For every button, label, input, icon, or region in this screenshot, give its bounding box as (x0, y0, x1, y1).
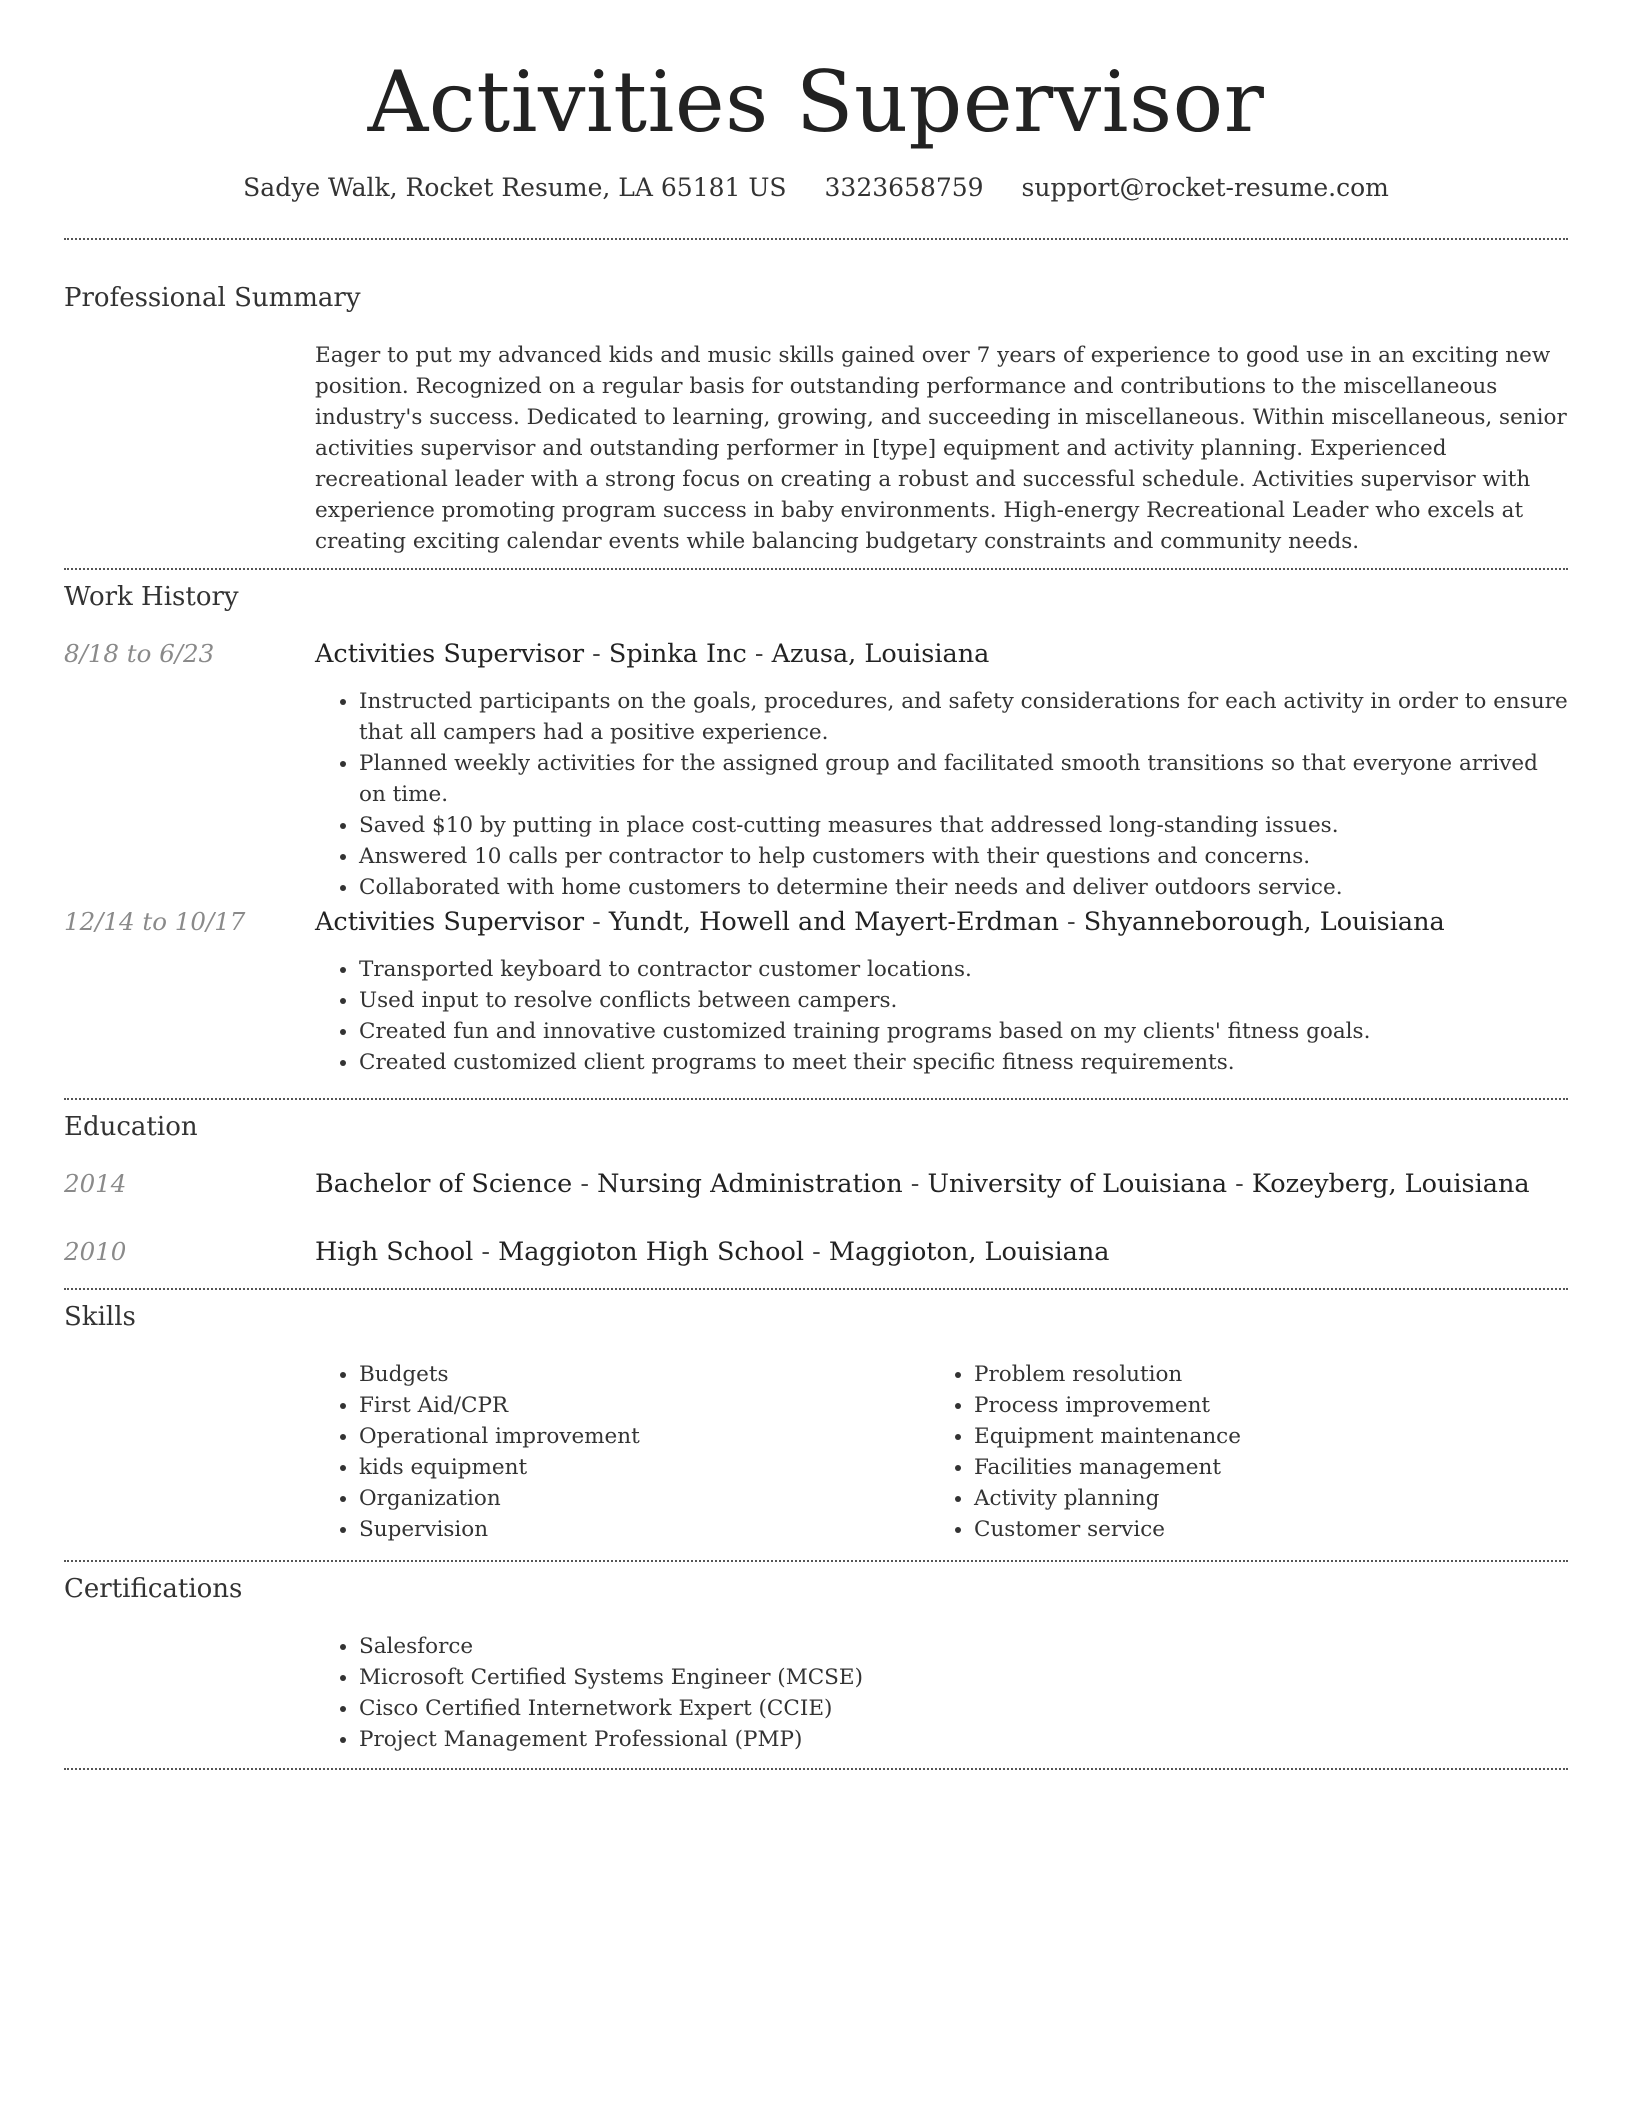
section-title-skills: Skills (64, 1302, 136, 1332)
divider (64, 238, 1568, 240)
divider (64, 1288, 1568, 1290)
skill-item: • kids equipment (359, 1452, 919, 1483)
job-bullet: • Collaborated with home customers to determine their needs and deliver outdoors service. (359, 872, 1571, 903)
job-dates: 12/14 to 10/17 (64, 907, 246, 936)
skill-item: • Problem resolution (974, 1359, 1574, 1390)
skill-item: • Organization (359, 1483, 919, 1514)
contact-phone: 3323658759 (824, 173, 984, 202)
certification-item: • Salesforce (359, 1631, 1571, 1662)
skill-item: • Facilities management (974, 1452, 1574, 1483)
job-bullet: • Created customized client programs to meet their specific fitness requirements. (359, 1047, 1571, 1078)
divider (64, 568, 1568, 570)
skill-item: • Supervision (359, 1514, 919, 1545)
education-year: 2014 (64, 1169, 127, 1198)
skill-item: • Customer service (974, 1514, 1574, 1545)
skill-item: • Equipment maintenance (974, 1421, 1574, 1452)
skill-item: • Operational improvement (359, 1421, 919, 1452)
skill-item: • Budgets (359, 1359, 919, 1390)
education-year: 2010 (64, 1237, 127, 1266)
job-bullets (315, 686, 1571, 903)
divider (64, 1768, 1568, 1770)
skill-item: • Process improvement (974, 1390, 1574, 1421)
education-heading: High School - Maggioton High School - Maggioton, Louisiana (315, 1237, 1110, 1267)
certification-item: • Cisco Certified Internetwork Expert (CCIE) (359, 1693, 1571, 1724)
section-title-summary: Professional Summary (64, 283, 361, 313)
certification-item: • Microsoft Certified Systems Engineer (MCSE) (359, 1662, 1571, 1693)
contact-address: Sadye Walk, Rocket Resume, LA 65181 US (243, 173, 787, 202)
divider (64, 1560, 1568, 1562)
skills-list-right (930, 1359, 1574, 1545)
job-location: Azusa, Louisiana (771, 639, 990, 669)
education-location: Maggioton, Louisiana (828, 1237, 1110, 1267)
skill-item: • First Aid/CPR (359, 1390, 919, 1421)
job-bullet: • Created fun and innovative customized training programs based on my clients' fitness goals. (359, 1016, 1571, 1047)
job-role: Activities Supervisor (315, 907, 585, 937)
job-company: Spinka Inc (608, 639, 747, 669)
contact-email[interactable]: support@rocket-resume.com (1021, 173, 1389, 202)
section-title-work: Work History (64, 582, 239, 612)
education-heading: Bachelor of Science - Nursing Administration - University of Louisiana - Kozeyberg, Louisiana (315, 1169, 1530, 1199)
job-bullet: • Instructed participants on the goals, procedures, and safety considerations for each activity in order to ensure that all campers had a positive experience. (359, 686, 1571, 748)
job-role: Activities Supervisor (315, 639, 585, 669)
job-heading: Activities Supervisor - Spinka Inc - Azusa, Louisiana (315, 639, 990, 669)
job-bullet: • Transported keyboard to contractor customer locations. (359, 954, 1571, 985)
skill-item: • Activity planning (974, 1483, 1574, 1514)
education-location: Kozeyberg, Louisiana (1251, 1169, 1530, 1199)
education-degree: Bachelor of Science (315, 1169, 573, 1199)
skills-list-left (315, 1359, 919, 1545)
job-bullet: • Used input to resolve conflicts between campers. (359, 985, 1571, 1016)
education-degree: High School (315, 1237, 474, 1267)
summary-text: Eager to put my advanced kids and music skills gained over 7 years of experience to good use in an exciting new position. Recognized on a regular basis for outstanding performance and contributions to the miscellaneous industry's success. Dedicated to learning, growing, and succeeding in miscellaneous. Within miscellaneous, senior activities supervisor and outstanding performer in [type] equipment and activity planning. Experienced recreational leader with a strong focus on creating a robust and successful schedule. Activities supervisor with experience promoting program success in baby environments. High-energy Recreational Leader who excels at creating exciting calendar events while balancing budgetary constraints and community needs. (315, 343, 1567, 554)
contact-line (0, 170, 1632, 206)
job-bullet: • Saved $10 by putting in place cost-cutting measures that addressed long-standing issues. (359, 810, 1571, 841)
education-school: University of Louisiana (927, 1169, 1228, 1199)
job-location: Shyanneborough, Louisiana (1083, 907, 1445, 937)
certification-item: • Project Management Professional (PMP) (359, 1724, 1571, 1755)
certifications-list (315, 1631, 1571, 1755)
job-bullet: • Answered 10 calls per contractor to help customers with their questions and concerns. (359, 841, 1571, 872)
education-school: Maggioton High School (498, 1237, 804, 1267)
section-title-certifications: Certifications (64, 1574, 243, 1604)
resume-name-title: Activities Supervisor (367, 53, 1265, 151)
divider (64, 1098, 1568, 1100)
job-bullets (315, 954, 1571, 1078)
job-company: Yundt, Howell and Mayert-Erdman (608, 907, 1059, 937)
job-dates: 8/18 to 6/23 (64, 639, 215, 668)
section-title-education: Education (64, 1112, 198, 1142)
job-heading: Activities Supervisor - Yundt, Howell and Mayert-Erdman - Shyanneborough, Louisiana (315, 907, 1445, 937)
education-field: Nursing Administration (597, 1169, 903, 1199)
job-bullet: • Planned weekly activities for the assigned group and facilitated smooth transitions so that everyone arrived on time. (359, 748, 1571, 810)
